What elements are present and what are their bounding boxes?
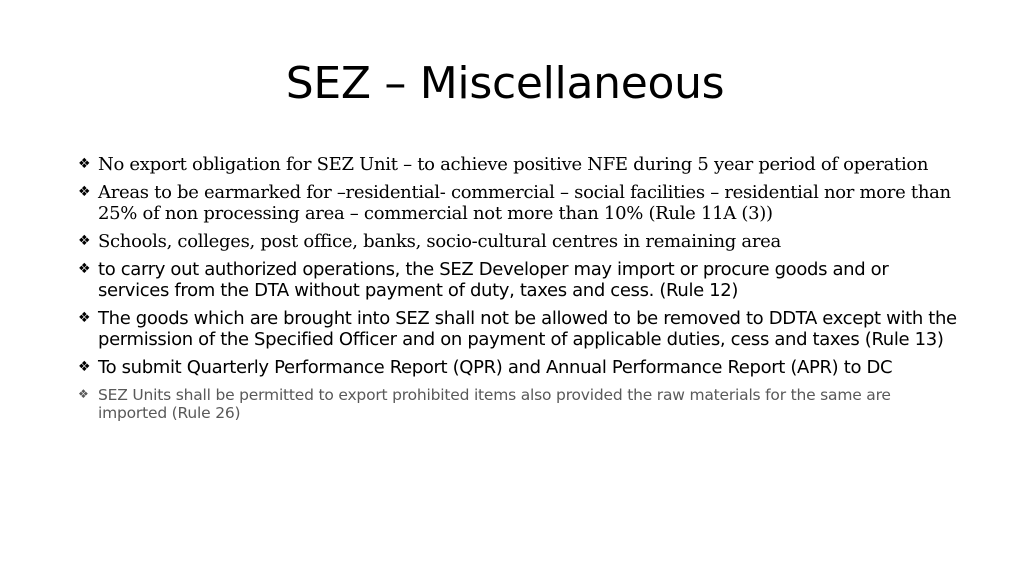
diamond-bullet-icon: ❖: [78, 310, 91, 326]
bullet-item: [78, 308, 958, 350]
diamond-bullet-icon: ❖: [78, 359, 91, 375]
diamond-bullet-icon: ❖: [78, 233, 91, 249]
bullet-item: [78, 386, 958, 422]
bullet-item: [78, 182, 958, 224]
diamond-bullet-icon: ❖: [78, 156, 91, 172]
bullet-item: [78, 357, 958, 378]
bullet-text: SEZ Units shall be permitted to export prohibited items also provided the raw materials for the same are imported (Rule 26): [98, 386, 891, 422]
bullet-text: to carry out authorized operations, the SEZ Developer may import or procure goods and or services from the DTA without payment of duty, taxes and cess. (Rule 12): [98, 259, 889, 301]
bullet-text: To submit Quarterly Performance Report (QPR) and Annual Performance Report (APR) to DC: [98, 357, 893, 378]
bullet-text: No export obligation for SEZ Unit – to achieve positive NFE during 5 year period of operation: [98, 154, 929, 175]
bullet-text: The goods which are brought into SEZ shall not be allowed to be removed to DDTA except with the permission of the Specified Officer and on payment of applicable duties, cess and taxes (Rule 13): [98, 308, 957, 350]
slide-title: SEZ – Miscellaneous: [285, 58, 725, 109]
bullet-text: Areas to be earmarked for –residential- commercial – social facilities – residential nor more than 25% of non processing area – commercial not more than 10% (Rule 11A (3)): [98, 182, 951, 224]
diamond-bullet-icon: ❖: [78, 184, 91, 200]
bullet-item: [78, 154, 958, 175]
bullet-text: Schools, colleges, post office, banks, socio-cultural centres in remaining area: [98, 231, 781, 252]
bullet-list: [78, 154, 958, 422]
bullet-item: [78, 259, 958, 301]
diamond-bullet-icon: ❖: [78, 387, 89, 401]
bullet-item: [78, 231, 958, 252]
diamond-bullet-icon: ❖: [78, 261, 91, 277]
